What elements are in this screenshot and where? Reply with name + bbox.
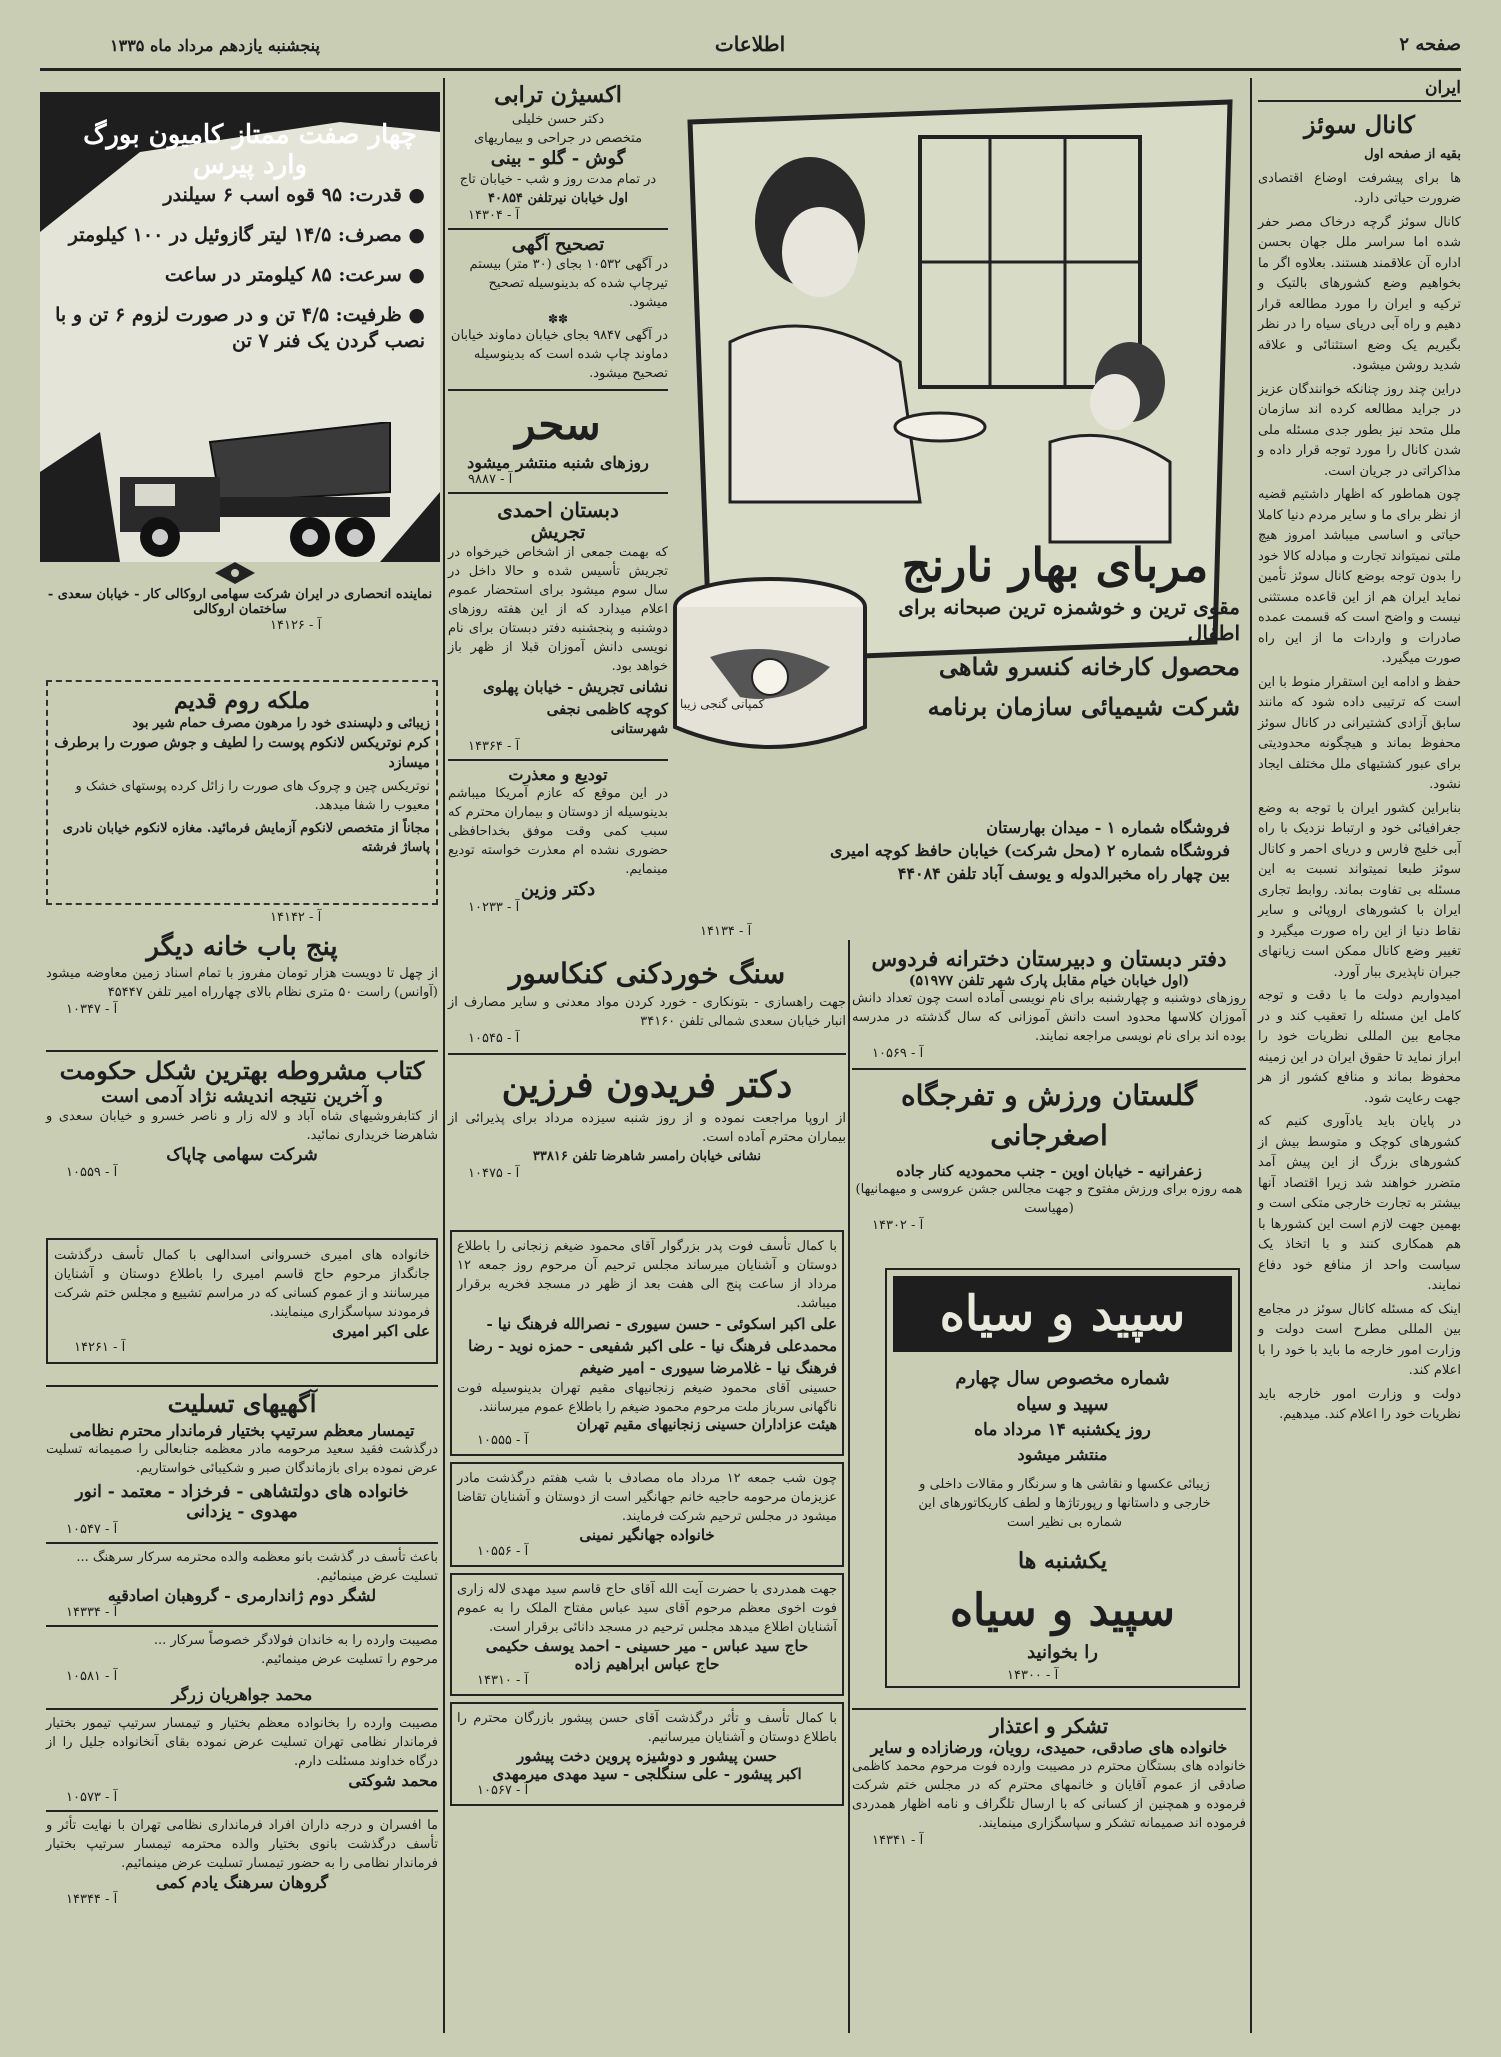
bowl-icon [895,413,985,441]
memorial-names: حاج عباس ابراهیم زاده [574,1655,720,1673]
school-title: دبستان احمدی [497,498,619,522]
lotion-title: ملکه روم قدیم [173,688,311,714]
bullet-icon: ● [408,304,425,326]
ad-code: آ - ۱۰۵۵۹ [66,1165,118,1180]
magazine-ad [885,1268,1240,1688]
news-column [1258,78,1461,2038]
gratitude-text: خانواده های امیری خسروانی اسدالهی با کمال تأسف درگذشت جانگداز مرحوم حاج قاسم امیری را باطلاع دوستان و آشنایان میرسانند و از عموم کسانی که در مراسم تشییع و مجلس ختم شرکت فرمودند سپاسگزاری مینمایند. [54,1248,430,1320]
truck-ad [40,92,440,617]
middle-small-ads [448,80,668,916]
truck-icon [100,422,400,562]
truck-headline: چهار صفت ممتاز کامیون بورگ وارد پیرس [83,120,417,180]
magazine-footer: سپید و سیاه [949,1585,1175,1636]
resort-address: زعفرانیه - خیابان اوین - جنب محمودیه کنار جاده [896,1162,1202,1180]
houses-title: پنج باب خانه دیگر [146,932,338,962]
paragraph: دولت و وزارت امور خارجه باید نظریات خود را اعلام کند. میدهیم. [1258,1386,1461,1422]
paragraph: بقیه از صفحه اول [1364,147,1461,162]
ad-code: آ - ۱۰۵۵۶ [477,1544,529,1559]
feature-line [50,182,425,208]
column-rule [1250,78,1252,2033]
paragraph: چون هماطور که اظهار داشتیم قضیه از نظر برای ما و سایر مردم دنیا کاملا حیاتی و اساسی میباشد امروز هیچ ملتی نمیتواند تجارت و مبادله کالا خود را بدون توجه بوضع کانال سوئز تأمین نماید ایران هم از این قاعده مستثنی نیست و واضح است که قسمت عمده صادرات و واردات ما از این راه صورت میگیرد. [1258,487,1461,666]
paragraph: کانال سوئز گرچه درخاک مصر حفر شده اما سراسر ملل جهان بحسن اداره آن علاقمند هستند. بعلاوه اگر ما بخواهیم وضع کشورهای بالتیک و ترکیه و ایران را مورد مطالعه قرار دهیم و راه آبی دریای سیاه را در نظر بگیریم یک وضع استثنائی و علاقه شدید روشن میشود. [1258,214,1461,373]
ad-code: آ - ۱۴۳۰۲ [872,1218,924,1233]
girls-school-text: روزهای دوشنبه و چهارشنبه برای نام نویسی آماده است چون تعداد دانش آموزان کلاسها محدود است دانش آموزانی که سال گذشته در مدرسه بوده اند برای نام نویسی مراجعه نمایند. [852,991,1246,1044]
magazine-issue: شماره مخصوص سال چهارم [955,1368,1170,1389]
truck-feature [50,182,425,354]
ad-code: آ - ۱۰۵۴۷ [66,1522,118,1537]
feature-text: قدرت: ۹۵ قوه اسب ۶ سیلندر [163,184,402,206]
thanks-text: خانواده های بستگان محترم در مصیبت وارده فوت مرحوم محمد کاظمی صادقی از عموم آقایان و خانمهای محترم که در مجلس ختم شرکت فرموده و همچنین از کسانی که با ارسال تلگراف و نامه اظهار همدردی فرموده اند صمیمانه تشکر و سپاسگزاری مینمایند. [852,1759,1246,1831]
girls-school-subtitle: (اول خیابان خیام مقابل پارک شهر تلفن ۵۱۹۷۷) [908,973,1190,989]
jam-company: شرکت شیمیائی سازمان برنامه [927,692,1240,721]
condolence-text: باعث تأسف در گذشت بانو معظمه والده محترمه سرکار سرهنگ ... تسلیت عرض مینمائیم. [76,1550,438,1584]
gratitude-notice [46,1238,438,1364]
condolence-heading: تیمسار معظم سرتیپ بختیار فرماندار محترم نظامی [69,1421,415,1440]
memorial-box [450,1230,844,1456]
condolence-names: محمد جواهریان زرگر [171,1685,313,1704]
memorial-text: جهت همدردی با حضرت آیت الله آقای حاج قاسم سید مهدی لاله زاری فوت اخوی معظم مرحوم آقای سید عباس مفتاح الملک را به عموم آشنایان اطلاع میدهد مجلس ترحیم در مسجد دانائی برقرار است. [457,1582,837,1635]
doctor-title: دکتر فریدون فرزین [501,1064,793,1106]
jam-product: محصول کارخانه کنسرو شاهی [938,652,1240,681]
condolence-names: لشگر دوم ژاندارمری - گروهبان اصادقیه [107,1586,377,1605]
section-label: ایران [1258,78,1461,102]
book-publisher: شرکت سهامی چاپاک [166,1145,318,1165]
memorial-text: چون شب جمعه ۱۲ مرداد ماه مصادف با شب هفتم درگذشت مادر عزیزمان مرحومه حاجیه خانم جهانگیر است از دوستان و آشنایان تقاضا میشود در مجلس ترحیم شرکت فرمایند. [457,1471,837,1524]
book-text: از کتابفروشیهای شاه آباد و لاله زار و ناصر خسرو و خیابان سعدی و شاهرضا خریداری نمائید. [46,1109,438,1143]
doctor-address: نشانی خیابان رامسر شاهرضا تلفن ۳۳۸۱۶ [532,1149,762,1164]
memorial-text: با کمال تأسف و تأثر درگذشت آقای حسن پیشور بازرگان محترم را باطلاع دوستان و آشنایان میرسانیم. [457,1711,837,1745]
feature-text: سرعت: ۸۵ کیلومتر در ساعت [164,264,402,286]
memorial-signature: هیئت عزاداران حسینی زنجانیهای مقیم تهران [576,1417,837,1433]
lotion-text: زیبائی و دلپسندی خود را مرهون مصرف حمام شیر بود [132,716,430,731]
girls-school-title: دفتر دبستان و دبیرستان دخترانه فردوس [871,946,1227,971]
ad-code: آ - ۱۴۳۶۴ [468,739,520,754]
ad-code: آ - ۱۰۵۸۱ [66,1669,118,1684]
clinic-title: اکسیژن ترابی [494,82,622,108]
ad-code: آ - ۱۴۳۰۴ [468,208,520,223]
column-rule [848,940,850,2033]
thanks-names: خانواده های صادقی، حمیدی، رویان، ورضازاده و سایر [870,1738,1228,1757]
ad-code: آ - ۱۰۲۳۳ [468,900,520,915]
ad-code: آ - ۱۴۱۴۲ [270,910,322,925]
apology-text: در این موقع که عازم آمریکا میباشم بدینوسیله از دوستان و بیماران محترم که سبب کمی وقت موفق بخداحافظی حضوری نشده ام معذرت خواسته تودیع مینمایم. [448,786,668,877]
issue-date: پنجشنبه یازدهم مرداد ماه ۱۳۳۵ [110,36,320,55]
logo-icon [215,562,255,584]
feature-line [50,262,425,288]
memorial-text: حسینی آقای محمود ضیغم زنجانیهای مقیم تهران بدینوسیله فوت ناگهانی سرباز ملت مرحوم محمود ضیغم را باطلاع عموم میرسانند. [457,1381,837,1415]
memorial-names: خانواده جهانگیر نمینی [579,1526,715,1544]
magazine-published: منتشر میشود [1017,1445,1108,1464]
magazine-name: سپید و سیاه [1016,1394,1109,1415]
article-body [1258,145,1461,1426]
middle-ads-2 [448,955,846,1182]
header-rule [40,68,1461,71]
jam-store-1: فروشگاه شماره ۱ - میدان بهارستان [986,818,1230,837]
memorial-box [450,1462,844,1567]
jam-title: مربای بهار نارنج [901,538,1209,592]
ad-code: آ - ۱۴۱۲۶ [270,618,322,633]
apology-title: تودیع و معذرت [508,765,608,784]
lotion-text: نوتریکس چین و چروک های صورت را زائل کرده پوستهای خشک و معیوب را شفا میدهد. [75,779,430,813]
lotion-text: مجاناً از متخصص لانکوم آزمایش فرمائید. مغازه لانکوم خیابان نادری پاساژ فرشته [62,821,430,855]
ad-code: آ - ۱۴۲۶۱ [74,1340,126,1355]
memorial-names: اکبر پیشور - علی سنگلجی - سید مهدی میرمهدی [492,1765,802,1783]
magazine-sundays: یکشنبه ها [1018,1548,1107,1574]
ad-code: آ - ۱۰۳۴۷ [66,1002,118,1017]
condolence-text: ما افسران و درجه داران افراد فرمانداری نظامی تهران با نهایت تأثر و تأسف درگذشت بانوی بختیار والده محترمه تیمسار سرتیپ بختیار فرماندار نظامی را به حضور تیمسار تسلیت عرض مینمائیم. [46,1818,438,1871]
condolences-title: آگهیهای تسلیت [46,1385,438,1421]
book-ad [46,1050,438,1181]
memorial-names: حاج سید عباس - میر حسینی - احمد یوسف حکیمی [485,1637,809,1655]
ad-code: آ - ۱۰۵۷۳ [66,1790,118,1805]
jam-can-icon [670,577,870,767]
ad-code: آ - ۱۰۵۵۵ [477,1433,529,1448]
column-rule [443,78,445,2033]
paragraph: در پایان باید یادآوری کنیم که کشورهای کوچک و متوسط بیش از کشورهای بزرگ از این پیش آمد متضرر خواهند شد زیرا اقتصاد آنها بیشتر به تجارت خارجی متکی است و بهمین جهت لازم است این کشورها با هم همکاری کنند و با اتخاذ یک سیاست واحد از منافع خود دفاع نمایند. [1258,1114,1461,1293]
clinic-line: گوش - گلو - بینی [490,148,626,169]
paragraph: امیدواریم دولت ما با دقت و توجه کامل این مسئله را تعقیب کند و در مجامع بین المللی نظریات خود را ابراز نماید تا حقوق ایران در این زمینه محفوظ بماند و منافع کشور از هر جهت رعایت شود. [1258,988,1461,1106]
clinic-line: اول خیابان نیرتلفن ۴۰۸۵۴ [488,191,628,206]
paragraph: بنابراین کشور ایران با توجه به وضع جغرافیائی خود و ارتباط نزدیک با راه آبی خلیج فارس و دریای احمر و کانال سوئز طبعا نمیتواند نسبت به این مسئله بی تفاوت بماند. روابط تجاری ایران با کشورهای اروپائی و سایر نقاط دنیا از این راه صورت میگیرد و تغییر وضع کانال ممکن است زیانهای جبران ناپذیری ببار آورد. [1258,800,1461,980]
ad-code: آ - ۱۰۵۴۵ [468,1031,520,1046]
condolence-text: درگذشت فقید سعید مرحومه مادر معظمه جنابعالی را صمیمانه تسلیت عرض نموده برای بازماندگان صبر و شکیبائی خواستاریم. [46,1442,438,1476]
feature-line [50,302,425,354]
jam-ad [670,82,1248,967]
memorial-names: حسن پیشور و دوشیزه پروین دخت پیشور [517,1747,777,1765]
truck-dealer: نماینده انحصاری در ایران شرکت سهامی اروکالی کار - خیابان سعدی - ساختمان اروکالی [47,587,433,617]
ad-code: آ - ۱۴۱۳۴ [700,924,752,939]
clinic-line: در تمام مدت روز و شب - خیابان تاج [459,172,657,187]
sahar-text: روزهای شنبه منتشر میشود [467,453,649,472]
magazine-date: روز یکشنبه ۱۴ مرداد ماه [974,1420,1151,1440]
page-number: صفحه ۲ [1399,34,1461,55]
thanks-title: تشکر و اعتذار [989,1714,1109,1738]
memorial-box [450,1573,844,1696]
thanks-ad [852,1708,1246,1849]
ad-code: آ - ۱۴۳۴۴ [66,1892,118,1907]
gratitude-names: علی اکبر امیری [332,1322,430,1340]
school-text: که بهمت جمعی از اشخاص خیرخواه در تجریش تأسیس شده و حالا داخل در سال سوم میشود برای استحضار عموم اعلام میدارد که از این هفته روزهای دوشنبه و پنجشنبه دفتر دبستان برای نام نویسی دانش آموزان قبلا از ظهر باز خواهد بود. [448,545,668,674]
condolence-text: مرحوم را تسلیت عرض مینمائیم. [261,1652,438,1667]
book-subtitle: و آخرین نتیجه اندیشه نژاد آدمی است [101,1086,383,1107]
sahar-title: سحر [515,400,601,449]
memorial-text: با کمال تأسف فوت پدر بزرگوار آقای محمود ضیغم زنجانی را باطلاع دوستان و آشنایان میرساند مجلس ترحیم آن مرحوم روز جمعه ۱۲ مرداد از ساعت پنج الی هفت بعد از ظهر در مسجد فخریه برقرار میباشد. [457,1239,837,1311]
resort-title: گلستان ورزش و تفرجگاه اصغرجانی [900,1079,1197,1152]
memorial-names: علی اکبر اسکوئی - حسن سیوری - نصرالله فرهنگ نیا - محمدعلی فرهنگ نیا - علی اکبر شفیعی - حمزه نوید - رضا فرهنگ نیا - غلامرضا سیوری - امیر ضیغم [468,1315,837,1377]
book-title: کتاب مشروطه بهترین شکل حکومت [59,1056,425,1085]
feature-line [50,222,425,248]
ad-code: آ - ۱۴۳۱۰ [477,1673,529,1688]
correction-text: در آگهی ۱۰۵۳۲ بجای (۳۰ متر) بیستم تیرچاپ شده که بدینوسیله تصحیح میشود. [469,257,668,310]
bullet-icon: ● [408,184,425,206]
stone-text: جهت راهسازی - بتونکاری - خورد کردن مواد معدنی و سایر مصارف از انبار خیابان سعدی شمالی تلفن ۳۴۱۶۰ [448,995,846,1029]
paragraph: اینک که مسئله کانال سوئز در مجامع بین المللی مطرح است دولت و وزارت امور خارجه ما باید با خود را با اعلام کند. [1258,1301,1461,1378]
ad-code: آ - ۱۴۳۴۱ [872,1833,924,1848]
divider-ornament: ✽✽ [547,312,569,326]
condolence-names: مهدوی - یزدانی [186,1502,298,1522]
condolence-names: خانواده های دولتشاهی - فرخزاد - معتمد - انور [75,1482,409,1502]
houses-text: از چهل تا دویست هزار تومان مفروز با تمام اسناد زمین معاوضه میشود (آوانس) راست ۵۰ متری نظام بالای چهارراه امیر تلفن ۴۵۴۴۷ [46,966,438,1000]
ad-code: آ - ۱۰۵۶۹ [872,1046,924,1061]
bullet-icon: ● [408,264,425,286]
school-subtitle: تجریش [530,522,586,543]
feature-text: ظرفیت: ۴/۵ تن و در صورت لزوم ۶ تن و با نصب گردن یک فنر ۷ تن [55,304,425,352]
jam-slogan: مقوی ترین و خوشمزه ترین صبحانه برای اطفال [898,595,1240,645]
ad-code: آ - ۱۰۵۶۷ [477,1783,529,1798]
condolence-names: محمد شوکتی [348,1771,438,1790]
correction-text: در آگهی ۹۸۴۷ بجای خیابان دماوند خیابان دماوند چاپ شده است که بدینوسیله تصحیح میشود. [450,328,668,381]
ad-code: آ - ۹۸۸۷ [468,472,513,487]
magazine-banner: سپید و سیاه [893,1276,1232,1352]
magazine-desc: زیبائی عکسها و نقاشی ها و سرنگار و مقالات داخلی و خارجی و داستانها و رپورتاژها و لطف کاریکاتورهای این شماره بی نظیر است [918,1477,1211,1530]
bullet-icon: ● [408,224,425,246]
paragraph: دراین چند روز چنانکه خوانندگان عزیز در جراید مطالعه کرده اند سازمان ملل متحد نیز بطور جدی مسئله ملی شدن کانال را مورد توجه قرار داده و مذاکراتی در جریان است. [1258,381,1461,479]
memorial-notices [450,1230,844,1806]
lotion-ad [46,680,438,905]
memorial-box [450,1702,844,1806]
paragraph: حفظ و ادامه این استقرار منوط با این است که ترتیبی داده شود که مانند سابق آزادی کشتیرانی در کانال سوئز محفوظ بماند و هیچگونه محدودیتی برای عبور کشتیهای ملل مختلف ایجاد نشود. [1258,674,1461,792]
feature-text: مصرف: ۱۴/۵ لیتر گازوئیل در ۱۰۰ کیلومتر [68,224,402,246]
houses-ad [46,930,438,1018]
apology-signature: دکتر وزین [520,879,596,900]
jam-store-2: فروشگاه شماره ۲ (محل شرکت) خیابان حافظ کوچه امیری [829,841,1230,860]
condolences-section [46,1385,438,1908]
jam-store-3: بین چهار راه مخبرالدوله و یوسف آباد تلفن ۴۴۰۸۴ [897,864,1230,883]
condolence-names: گروهان سرهنگ یادم کمی [155,1873,329,1892]
condolence-text: مصیبت وارده را به خاندان فولادگر خصوصاً سرکار ... [153,1633,438,1648]
school-address: نشانی تجریش - خیابان پهلوی کوچه کاظمی نجفی [482,678,668,718]
school-resort-ads [852,945,1246,1234]
ad-code: آ - ۱۰۴۷۵ [468,1166,520,1181]
condolence-text: مصیبت وارده را بخانواده معظم بختیار و تیمسار سرتیپ تیمور بختیار فرماندار نظامی تهران تسلیت عرض نموده بقای آنخانواده جلیل را از درگاه خداوند مسئلت دارم. [46,1716,438,1769]
paragraph: ها برای پیشرفت اوضاع اقتصادی ضرورت حیاتی دارد. [1258,170,1461,206]
resort-note: (همه روزه برای ورزش مفتوح و جهت مجالس جشن عروسی و میهمانیها مهیاست) [855,1182,1243,1216]
correction-title: تصحیح آگهی [511,234,605,255]
clinic-line: متخصص در جراحی و بیماریهای [473,131,643,146]
school-city: شهرستانی [610,722,668,737]
magazine-cta: را بخوانید [1027,1642,1098,1663]
stone-title: سنگ خوردکنی کنکاسور [508,957,786,990]
article-title: کانال سوئز [1304,110,1415,139]
doctor-text: از اروپا مراجعت نموده و از روز شنبه سیزده مرداد برای پذیرائی از بیماران محترم آماده است. [448,1111,846,1145]
clinic-line: دکتر حسن خلیلی [511,112,605,127]
ad-code: آ - ۱۴۳۳۴ [66,1605,118,1620]
jam-brand: کمپانی گنجی زیبا [680,697,765,711]
newspaper-name: اطلاعات [714,32,786,56]
ad-code: آ - ۱۴۳۰۰ [1007,1668,1059,1683]
lotion-text: کرم نوتریکس لانکوم پوست را لطیف و جوش صورت را برطرف میسازد [54,735,430,771]
